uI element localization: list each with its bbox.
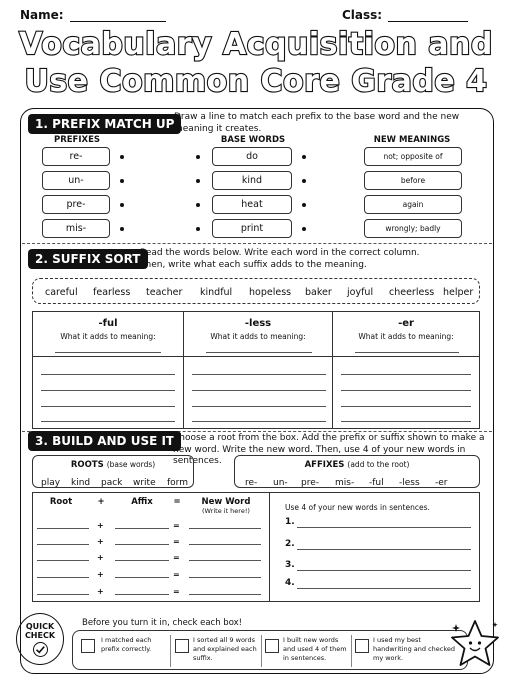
checklist-divider <box>261 635 262 667</box>
checklist-line: I built new words <box>283 636 339 644</box>
root-word: play <box>41 478 61 488</box>
new-word-blank[interactable] <box>189 544 261 545</box>
write-line[interactable] <box>341 374 471 375</box>
word-bank-word: kindful <box>200 287 233 298</box>
affix-blank[interactable] <box>115 594 169 595</box>
checklist-line: my work. <box>373 654 404 662</box>
checklist-divider <box>351 635 352 667</box>
write-line[interactable] <box>192 390 326 391</box>
equals-sign: = <box>173 537 180 546</box>
section2-instruction-line: Read the words below. Write each word in the correct column. <box>140 248 420 258</box>
prefix-box: re- <box>42 147 110 166</box>
meaning-line[interactable] <box>355 352 459 353</box>
sentences-header: Use 4 of your new words in sentences. <box>285 503 430 512</box>
equals-sign: = <box>173 570 180 579</box>
base-word-box: kind <box>212 171 292 190</box>
new-word-blank[interactable] <box>189 528 261 529</box>
checklist-item <box>373 636 455 663</box>
base-word-box: do <box>212 147 292 166</box>
affixes-title <box>235 460 479 470</box>
sentence-line[interactable] <box>297 588 471 589</box>
sentence-number: 4. <box>285 578 295 588</box>
checklist-line: I sorted all 9 words <box>193 636 255 644</box>
match-dot[interactable] <box>120 203 124 207</box>
meaning-box: wrongly; badly <box>364 219 462 238</box>
root-word: kind <box>71 478 91 488</box>
equals-sign: = <box>173 521 180 530</box>
quick-check-badge <box>16 613 64 665</box>
new-word-blank[interactable] <box>189 577 261 578</box>
build-table <box>32 492 480 602</box>
suffix-column-less <box>183 312 332 428</box>
word-bank-word: helper <box>443 287 474 298</box>
section1-instructions <box>174 112 459 135</box>
root-word: form <box>167 478 188 488</box>
write-line[interactable] <box>41 374 175 375</box>
affix-word: mis- <box>335 478 355 488</box>
quick-check-title <box>17 622 63 640</box>
suffix-header: -less <box>244 318 272 329</box>
title-line-1: Vocabulary Acquisition and <box>19 27 493 62</box>
root-blank[interactable] <box>37 560 89 561</box>
root-blank[interactable] <box>37 544 89 545</box>
affix-blank[interactable] <box>115 560 169 561</box>
checklist-line: I used my best <box>373 636 421 644</box>
quick-check-line: QUICK <box>25 622 55 631</box>
suffix-header: -ful <box>98 318 118 329</box>
meaning-box: again <box>364 195 462 214</box>
star-mascot-icon <box>448 618 502 670</box>
section1-instruction-line: Draw a line to match each prefix to the base word and the new <box>174 112 460 122</box>
write-line[interactable] <box>192 421 326 422</box>
sentence-line[interactable] <box>297 549 471 550</box>
prefix-box: pre- <box>42 195 110 214</box>
suffix-meaning-label: What it adds to meaning: <box>60 332 156 341</box>
checklist-line: I matched each <box>101 636 152 644</box>
suffix-meaning-label: What it adds to meaning: <box>210 332 306 341</box>
match-dot[interactable] <box>302 179 306 183</box>
sentence-number: 2. <box>285 539 295 549</box>
match-dot[interactable] <box>302 155 306 159</box>
new-word-sub: (Write it here!) <box>202 507 250 515</box>
word-bank-word: teacher <box>146 287 183 298</box>
checklist-checkbox[interactable] <box>81 639 95 653</box>
new-word-header: New Word <box>201 497 251 507</box>
checklist-line: in sentences. <box>283 654 327 662</box>
prefix-box: mis- <box>42 219 110 238</box>
write-line[interactable] <box>41 406 175 407</box>
sentence-number: 3. <box>285 560 295 570</box>
write-line[interactable] <box>341 421 471 422</box>
affixes-title-text: AFFIXES <box>304 460 345 470</box>
checklist-divider <box>170 635 171 667</box>
word-bank <box>32 278 480 304</box>
affixes-box <box>234 455 480 488</box>
meaning-box: before <box>364 171 462 190</box>
plus-sign: + <box>97 553 104 562</box>
plus-sign: + <box>97 521 104 530</box>
checklist-checkbox[interactable] <box>355 639 369 653</box>
root-blank[interactable] <box>37 594 89 595</box>
section3-instruction-line: new word. Write the new word. Then, use 4 of your new words in sentences. <box>173 444 466 466</box>
plus-sign: + <box>97 587 104 596</box>
checklist-checkbox[interactable] <box>265 639 279 653</box>
sentence-line[interactable] <box>297 527 471 528</box>
prefixes-header: PREFIXES <box>53 135 101 145</box>
checklist-line: and used 4 of them <box>283 645 347 653</box>
roots-title-text: ROOTS <box>70 460 104 470</box>
roots-title <box>33 460 193 470</box>
checkmark-icon <box>33 642 48 657</box>
write-line[interactable] <box>341 390 471 391</box>
new-word-blank[interactable] <box>189 560 261 561</box>
write-line[interactable] <box>41 421 175 422</box>
base-words-header: BASE WORDS <box>220 135 286 145</box>
class-label: Class: <box>342 8 383 22</box>
section3-instruction-line: Choose a root from the box. Add the prefix or suffix shown to make a <box>173 433 485 443</box>
roots-note: (base words) <box>106 460 156 469</box>
affix-word: -less <box>399 478 420 488</box>
checklist-line: and explained each <box>193 645 257 653</box>
match-dot[interactable] <box>302 227 306 231</box>
checklist-line: prefix correctly. <box>101 645 152 653</box>
checklist-checkbox[interactable] <box>175 639 189 653</box>
affix-blank[interactable] <box>115 528 169 529</box>
meaning-box: not; opposite of <box>364 147 462 166</box>
affix-word: pre- <box>301 478 319 488</box>
name-field[interactable] <box>20 8 166 22</box>
affix-blank[interactable] <box>115 577 169 578</box>
match-dot[interactable] <box>196 179 200 183</box>
checklist-item <box>193 636 257 663</box>
section2-label: 2. SUFFIX SORT <box>28 249 148 269</box>
write-line[interactable] <box>41 390 175 391</box>
affix-word: re- <box>245 478 258 488</box>
match-dot[interactable] <box>302 203 306 207</box>
word-bank-word: fearless <box>93 287 131 298</box>
equals-header: = <box>173 497 181 507</box>
word-bank-word: joyful <box>347 287 374 298</box>
word-bank-word: cheerless <box>389 287 435 298</box>
write-line[interactable] <box>192 374 326 375</box>
affix-word: -er <box>435 478 448 488</box>
section1-instruction-line: meaning it creates. <box>174 123 262 134</box>
new-meanings-header: NEW MEANINGS <box>373 135 451 145</box>
root-blank[interactable] <box>37 528 89 529</box>
affix-blank[interactable] <box>115 544 169 545</box>
plus-sign: + <box>97 537 104 546</box>
suffix-header: -er <box>398 318 414 329</box>
prefix-box: un- <box>42 171 110 190</box>
checklist-line: handwriting and checked <box>373 645 456 653</box>
checklist-item <box>283 636 347 663</box>
sentence-number: 1. <box>285 517 295 527</box>
checklist-line: suffix. <box>193 654 213 662</box>
meaning-line[interactable] <box>55 352 161 353</box>
new-word-blank[interactable] <box>189 594 261 595</box>
root-header: Root <box>49 497 73 507</box>
root-word: pack <box>101 478 123 488</box>
section-divider <box>22 243 492 244</box>
write-line[interactable] <box>192 406 326 407</box>
class-line[interactable] <box>388 10 468 22</box>
root-blank[interactable] <box>37 577 89 578</box>
match-dot[interactable] <box>196 203 200 207</box>
suffix-column-ful <box>33 312 183 428</box>
table-vertical-divider <box>269 493 270 601</box>
checklist-panel <box>72 630 468 670</box>
name-label: Name: <box>20 8 64 22</box>
word-bank-word: careful <box>45 287 78 298</box>
affix-header: Affix <box>131 497 153 507</box>
suffix-meaning-label: What it adds to meaning: <box>358 332 454 341</box>
section3-label: 3. BUILD AND USE IT <box>28 431 181 451</box>
sentence-line[interactable] <box>297 570 471 571</box>
checklist-item <box>101 636 151 654</box>
suffix-sort-table <box>32 311 480 429</box>
plus-sign: + <box>97 570 104 579</box>
section1-label: 1. PREFIX MATCH UP <box>28 114 181 134</box>
match-dot[interactable] <box>120 227 124 231</box>
roots-box <box>32 455 194 488</box>
section2-instruction-line: Then, write what each suffix adds to the meaning. <box>140 259 367 270</box>
write-line[interactable] <box>341 406 471 407</box>
word-bank-word: hopeless <box>249 287 292 298</box>
match-dot[interactable] <box>120 155 124 159</box>
match-dot[interactable] <box>196 155 200 159</box>
meaning-line[interactable] <box>206 352 312 353</box>
class-field[interactable] <box>342 8 468 22</box>
base-word-box: heat <box>212 195 292 214</box>
match-dot[interactable] <box>120 179 124 183</box>
affix-word: -ful <box>369 478 384 488</box>
plus-header: + <box>97 497 105 507</box>
quick-check-intro: Before you turn it in, check each box! <box>82 618 243 628</box>
equals-sign: = <box>173 587 180 596</box>
suffix-column-er <box>332 312 479 428</box>
equals-sign: = <box>173 553 180 562</box>
root-word: write <box>133 478 156 488</box>
section2-instructions <box>140 248 420 271</box>
match-dot[interactable] <box>196 227 200 231</box>
name-line[interactable] <box>70 10 166 22</box>
base-word-box: print <box>212 219 292 238</box>
quick-check-line: CHECK <box>24 631 56 640</box>
affixes-note: (add to the root) <box>347 460 410 469</box>
word-bank-word: baker <box>305 287 332 298</box>
affix-word: un- <box>273 478 288 488</box>
title-line-2: Use Common Core Grade 4 <box>24 64 488 99</box>
